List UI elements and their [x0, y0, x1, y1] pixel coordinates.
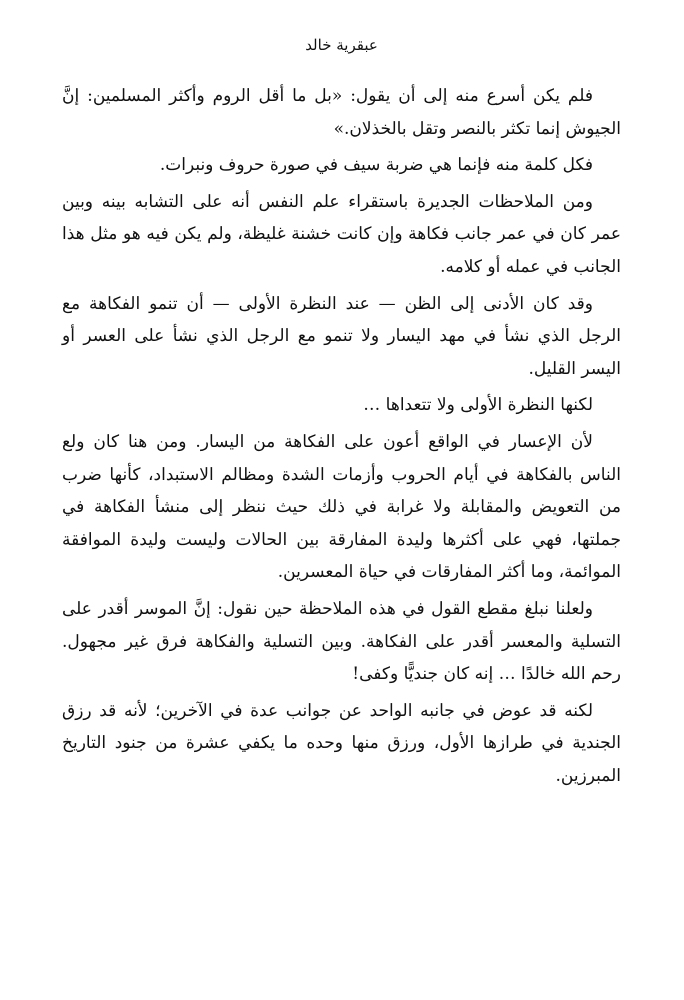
paragraph: ومن الملاحظات الجديرة باستقراء علم النفس أنه على التشابه بينه وبين عمر كان في عمر جانب فكاهة وإن كانت خشنة غليظة، ولم يكن فيه هو مثل هذا الجانب في عمله أو كلامه.: [62, 191, 621, 277]
running-header: عبقرية خالد: [305, 36, 378, 54]
paragraph: فلم يكن أسرع منه إلى أن يقول: «بل ما أقل الروم وأكثر المسلمين: إنَّ الجيوش إنما تكثر بالنصر وتقل بالخذلان.»: [62, 86, 621, 139]
body-text: [62, 80, 621, 792]
paragraph: لأن الإعسار في الواقع أعون على الفكاهة من اليسار. ومن هنا كان ولع الناس بالفكاهة في أيام الحروب وأزمات الشدة ومظالم الاستبداد، كأنها ضرب من التعويض والمقابلة ولا غرابة في ذلك حيث ننظر إلى منشأ الفكاهة في جملتها، فهي على أكثرها وليدة المفارقة بين الحالات وليست وليدة الموافقة الموائمة، وما أكثر المفارقات في حياة المعسرين.: [62, 431, 621, 583]
paragraph: فكل كلمة منه فإنما هي ضربة سيف في صورة حروف ونبرات.: [159, 155, 593, 176]
paragraph: وقد كان الأدنى إلى الظن — عند النظرة الأولى — أن تنمو الفكاهة مع الرجل الذي نشأ في مهد اليسار ولا تنمو مع الرجل الذي نشأ على العسر أو اليسر القليل.: [62, 293, 621, 379]
paragraph: لكنها النظرة الأولى ولا تتعداها …: [363, 395, 593, 416]
paragraph: ولعلنا نبلغ مقطع القول في هذه الملاحظة حين نقول: إنَّ الموسر أقدر على التسلية والمعسر أقدر على الفكاهة. وبين التسلية والفكاهة فرق غير مجهول. رحم الله خالدًا … إنه كان جنديًّا وكفى!: [62, 598, 621, 685]
paragraph: لكنه قد عوض في جانبه الواحد عن جوانب عدة في الآخرين؛ لأنه قد رزق الجندية في طرازها الأول، ورزق منها وحده ما يكفي عشرة من جنود التاريخ المبرزين.: [62, 700, 621, 786]
